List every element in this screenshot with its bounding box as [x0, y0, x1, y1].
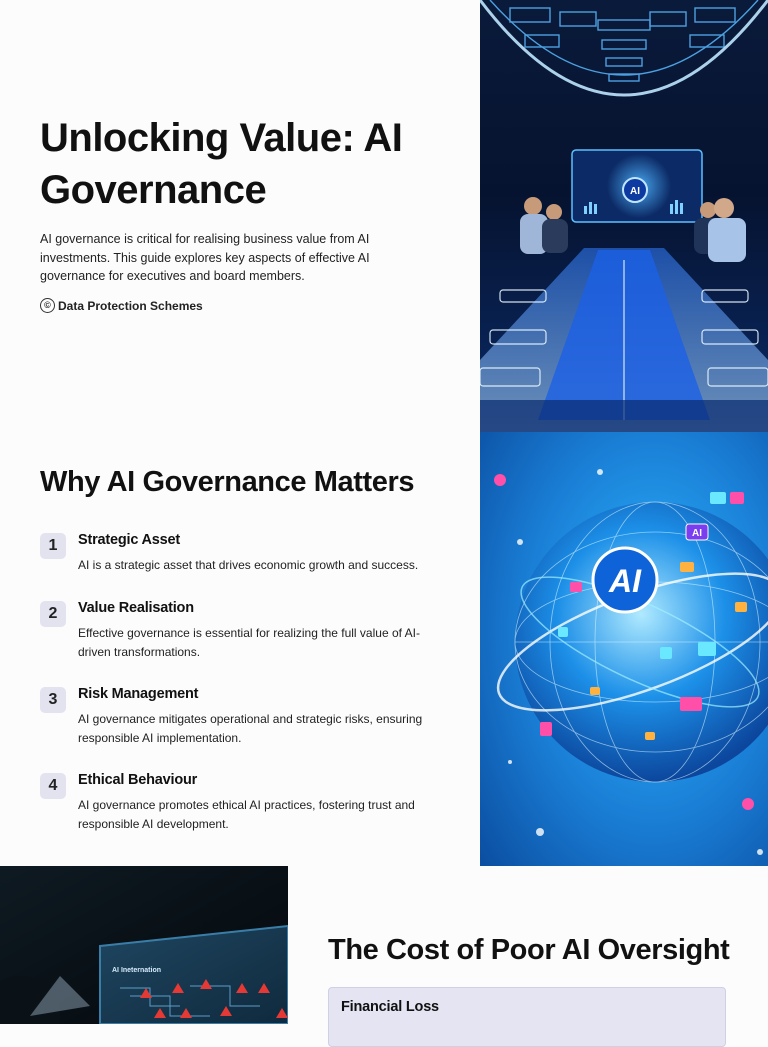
list-item [40, 684, 430, 754]
item-title: Risk Management [78, 686, 199, 702]
svg-text:AI: AI [609, 563, 641, 599]
section-title-why: Why AI Governance Matters [40, 466, 415, 498]
list-item [40, 770, 430, 840]
svg-text:AI: AI [692, 528, 702, 539]
boardroom-image [480, 0, 768, 432]
section-title-cost: The Cost of Poor AI Oversight [328, 934, 730, 966]
risk-monitor-image [0, 866, 288, 1024]
svg-text:AI: AI [630, 186, 640, 197]
number-badge: 1 [40, 533, 66, 559]
item-title: Strategic Asset [78, 532, 181, 548]
list-item [40, 530, 430, 580]
item-description: AI governance mitigates operational and strategic risks, ensuring responsible AI implementation. [78, 712, 423, 745]
financial-loss-card [328, 987, 726, 1047]
credit-line [40, 298, 203, 313]
item-description: Effective governance is essential for realizing the full value of AI-driven transformations. [78, 626, 420, 659]
card-title: Financial Loss [341, 999, 439, 1015]
item-title: Value Realisation [78, 600, 194, 616]
copyright-circle-icon: © [40, 298, 55, 313]
list-item [40, 598, 430, 668]
item-title: Ethical Behaviour [78, 772, 198, 788]
number-badge: 2 [40, 601, 66, 627]
item-description: AI is a strategic asset that drives economic growth and success. [78, 558, 419, 572]
number-badge: 3 [40, 687, 66, 713]
svg-text:AI Ineternation: AI Ineternation [112, 967, 162, 974]
credit-label: Data Protection Schemes [58, 298, 203, 313]
item-description: AI governance promotes ethical AI practices, fostering trust and responsible AI development. [78, 798, 415, 831]
number-badge: 4 [40, 773, 66, 799]
ai-globe-image [480, 432, 768, 866]
hero-description: AI governance is critical for realising business value from AI investments. This guide explores key aspects of effective AI governance for executives and board members. [40, 232, 370, 283]
page-title: Unlocking Value: AI Governance [40, 116, 403, 212]
